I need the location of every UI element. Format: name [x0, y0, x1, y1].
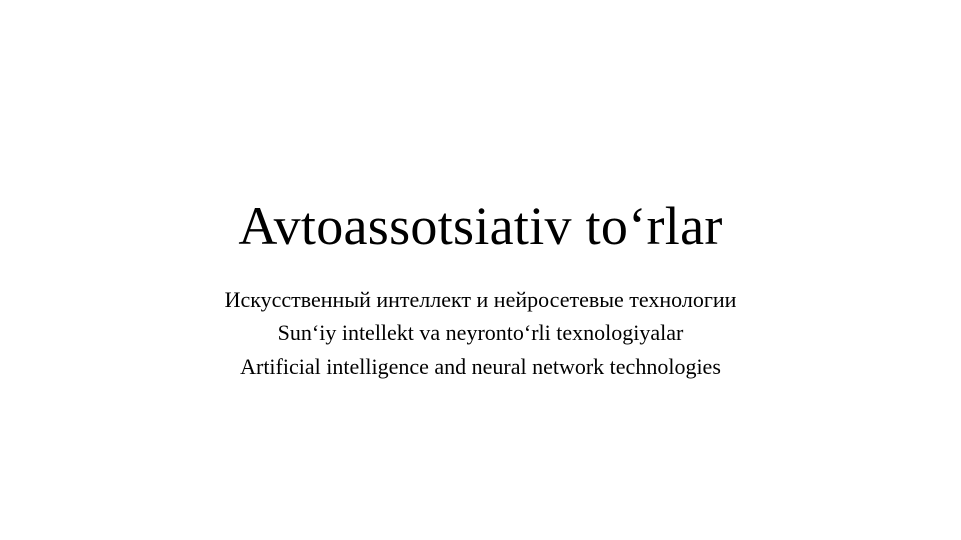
subtitle-line-ru: Искусственный интеллект и нейросетевые технологии: [224, 287, 737, 312]
subtitle-line-en: Artificial intelligence and neural network technologies: [240, 353, 721, 379]
page-title: Avtoassotsiativ to‘rlar: [238, 196, 723, 256]
title-block: [0, 196, 961, 256]
subtitle-block: [0, 283, 961, 383]
subtitle-line-uz: Sun‘iy intellekt va neyronto‘rli texnologiyalar: [277, 320, 684, 346]
